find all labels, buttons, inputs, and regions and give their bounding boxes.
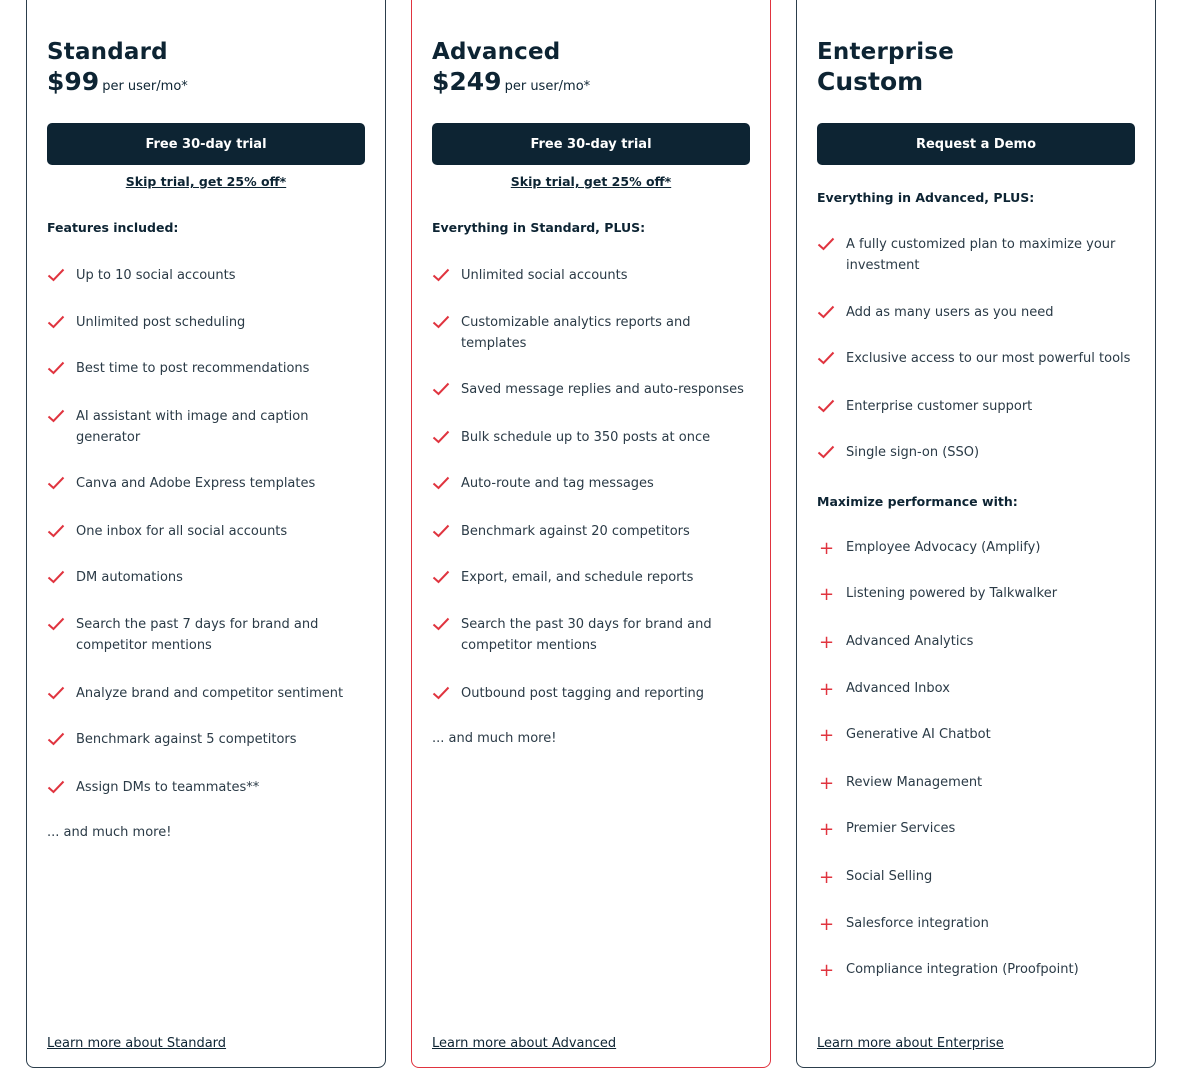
checkmark-icon	[47, 521, 76, 542]
checkmark-icon	[432, 379, 461, 400]
feature-text: Unlimited social accounts	[461, 268, 628, 283]
feature-item	[432, 312, 712, 354]
feature-text: A fully customized plan to maximize your investment	[846, 237, 1116, 273]
plus-icon: +	[819, 773, 835, 794]
plus-icon: +	[819, 632, 835, 653]
feature-item	[432, 521, 754, 542]
feature-item	[432, 473, 754, 494]
checkmark-icon	[47, 614, 76, 656]
checkmark-icon	[817, 396, 846, 417]
feature-text: Analyze brand and competitor sentiment	[76, 686, 344, 701]
feature-text: AI assistant with image and caption generator	[76, 409, 309, 445]
feature-item	[432, 567, 754, 588]
checkmark-icon	[817, 234, 846, 276]
price-unit: per user/mo*	[102, 79, 188, 94]
addon-text: Employee Advocacy (Amplify)	[846, 540, 1041, 555]
features-heading: Everything in Standard, PLUS:	[432, 220, 646, 235]
addon-item	[817, 818, 1139, 839]
price-line	[432, 67, 590, 96]
addon-item	[817, 913, 1139, 934]
addons-heading: Maximize performance with:	[817, 494, 1018, 509]
plus-icon: +	[819, 538, 835, 559]
plus-icon: +	[819, 584, 835, 605]
plan-card-enterprise	[796, 0, 1156, 1068]
addon-item	[817, 772, 1139, 793]
feature-item	[47, 312, 369, 333]
feature-text: Assign DMs to teammates**	[76, 780, 260, 795]
checkmark-icon	[817, 302, 846, 323]
addon-item	[817, 631, 1139, 652]
checkmark-icon	[47, 777, 76, 798]
feature-item	[432, 379, 754, 400]
addon-text: Advanced Analytics	[846, 634, 974, 649]
addon-text: Review Management	[846, 775, 983, 790]
addon-item	[817, 866, 1139, 887]
skip-trial-link[interactable]: Skip trial, get 25% off*	[510, 174, 672, 189]
addon-item	[817, 537, 1139, 558]
feature-text: Outbound post tagging and reporting	[461, 686, 705, 701]
feature-item	[432, 265, 754, 286]
feature-text: Saved message replies and auto-responses	[461, 382, 744, 397]
addon-text: Advanced Inbox	[846, 681, 950, 696]
feature-item	[817, 442, 1139, 463]
plan-price: $99	[47, 67, 100, 96]
checkmark-icon	[817, 442, 846, 463]
addon-text: Listening powered by Talkwalker	[846, 586, 1058, 601]
features-heading: Features included:	[47, 220, 179, 235]
addon-text: Premier Services	[846, 821, 956, 836]
feature-text: Exclusive access to our most powerful tools	[846, 351, 1131, 366]
feature-text: Customizable analytics reports and templates	[461, 315, 691, 351]
feature-text: Up to 10 social accounts	[76, 268, 236, 283]
feature-text: Add as many users as you need	[846, 305, 1054, 320]
feature-text: Benchmark against 5 competitors	[76, 732, 297, 747]
addon-item	[817, 678, 1139, 699]
learn-more-standard-link[interactable]: Learn more about Standard	[47, 1036, 227, 1051]
plus-icon: +	[819, 819, 835, 840]
checkmark-icon	[432, 521, 461, 542]
free-trial-button[interactable]: Free 30-day trial	[432, 123, 750, 165]
feature-text: Search the past 7 days for brand and competitor mentions	[76, 617, 319, 653]
checkmark-icon	[432, 614, 461, 656]
feature-item	[47, 406, 337, 448]
addon-item	[817, 724, 1139, 745]
checkmark-icon	[432, 265, 461, 286]
feature-item	[47, 265, 369, 286]
feature-text: Best time to post recommendations	[76, 361, 310, 376]
feature-item	[817, 348, 1139, 369]
skip-trial-link[interactable]: Skip trial, get 25% off*	[125, 174, 287, 189]
plan-card-advanced	[411, 0, 771, 1068]
addon-item	[817, 583, 1139, 604]
feature-text: One inbox for all social accounts	[76, 524, 288, 539]
checkmark-icon	[432, 473, 461, 494]
feature-text: Unlimited post scheduling	[76, 315, 246, 330]
plan-price: Custom	[817, 67, 924, 96]
price-line	[817, 67, 923, 96]
addon-text: Social Selling	[846, 869, 933, 884]
feature-item	[47, 777, 369, 798]
features-heading: Everything in Advanced, PLUS:	[817, 190, 1035, 205]
feature-item	[432, 683, 754, 704]
checkmark-icon	[47, 473, 76, 494]
checkmark-icon	[47, 567, 76, 588]
feature-item	[47, 729, 369, 750]
plus-icon: +	[819, 960, 835, 981]
checkmark-icon	[432, 567, 461, 588]
plan-name: Advanced	[432, 39, 561, 65]
feature-text: Benchmark against 20 competitors	[461, 524, 690, 539]
feature-item	[47, 521, 369, 542]
feature-item	[432, 614, 727, 656]
feature-item	[432, 427, 754, 448]
plus-icon: +	[819, 867, 835, 888]
more-text: ... and much more!	[432, 731, 557, 746]
feature-item	[47, 683, 369, 704]
checkmark-icon	[432, 683, 461, 704]
plan-name: Standard	[47, 39, 168, 65]
checkmark-icon	[817, 348, 846, 369]
checkmark-icon	[47, 265, 76, 286]
feature-text: Enterprise customer support	[846, 399, 1033, 414]
addon-item	[817, 959, 1139, 980]
feature-item	[47, 473, 369, 494]
checkmark-icon	[47, 683, 76, 704]
learn-more-advanced-link[interactable]: Learn more about Advanced	[432, 1036, 617, 1051]
plus-icon: +	[819, 679, 835, 700]
plus-icon: +	[819, 725, 835, 746]
feature-text: Search the past 30 days for brand and competitor mentions	[461, 617, 712, 653]
feature-item	[47, 358, 369, 379]
plan-name: Enterprise	[817, 39, 955, 65]
feature-item	[47, 614, 337, 656]
checkmark-icon	[47, 358, 76, 379]
checkmark-icon	[432, 427, 461, 448]
feature-text: Canva and Adobe Express templates	[76, 476, 316, 491]
checkmark-icon	[47, 406, 76, 448]
price-unit: per user/mo*	[504, 79, 591, 94]
addon-text: Salesforce integration	[846, 916, 989, 931]
plan-price: $249	[432, 67, 502, 96]
addon-text: Compliance integration (Proofpoint)	[846, 962, 1079, 977]
feature-item	[817, 396, 1139, 417]
feature-text: Auto-route and tag messages	[461, 476, 654, 491]
feature-text: Bulk schedule up to 350 posts at once	[461, 430, 711, 445]
learn-more-enterprise-link[interactable]: Learn more about Enterprise	[817, 1036, 1004, 1051]
checkmark-icon	[432, 312, 461, 354]
request-demo-button[interactable]: Request a Demo	[817, 123, 1135, 165]
feature-text: Export, email, and schedule reports	[461, 570, 694, 585]
feature-item	[47, 567, 369, 588]
more-text: ... and much more!	[47, 825, 172, 840]
plan-card-standard	[26, 0, 386, 1068]
plus-icon: +	[819, 914, 835, 935]
feature-text: DM automations	[76, 570, 183, 585]
feature-text: Single sign-on (SSO)	[846, 445, 980, 460]
feature-item	[817, 302, 1139, 323]
checkmark-icon	[47, 312, 76, 333]
free-trial-button[interactable]: Free 30-day trial	[47, 123, 365, 165]
addon-text: Generative AI Chatbot	[846, 727, 991, 742]
feature-item	[817, 234, 1117, 276]
price-line	[47, 67, 188, 96]
checkmark-icon	[47, 729, 76, 750]
